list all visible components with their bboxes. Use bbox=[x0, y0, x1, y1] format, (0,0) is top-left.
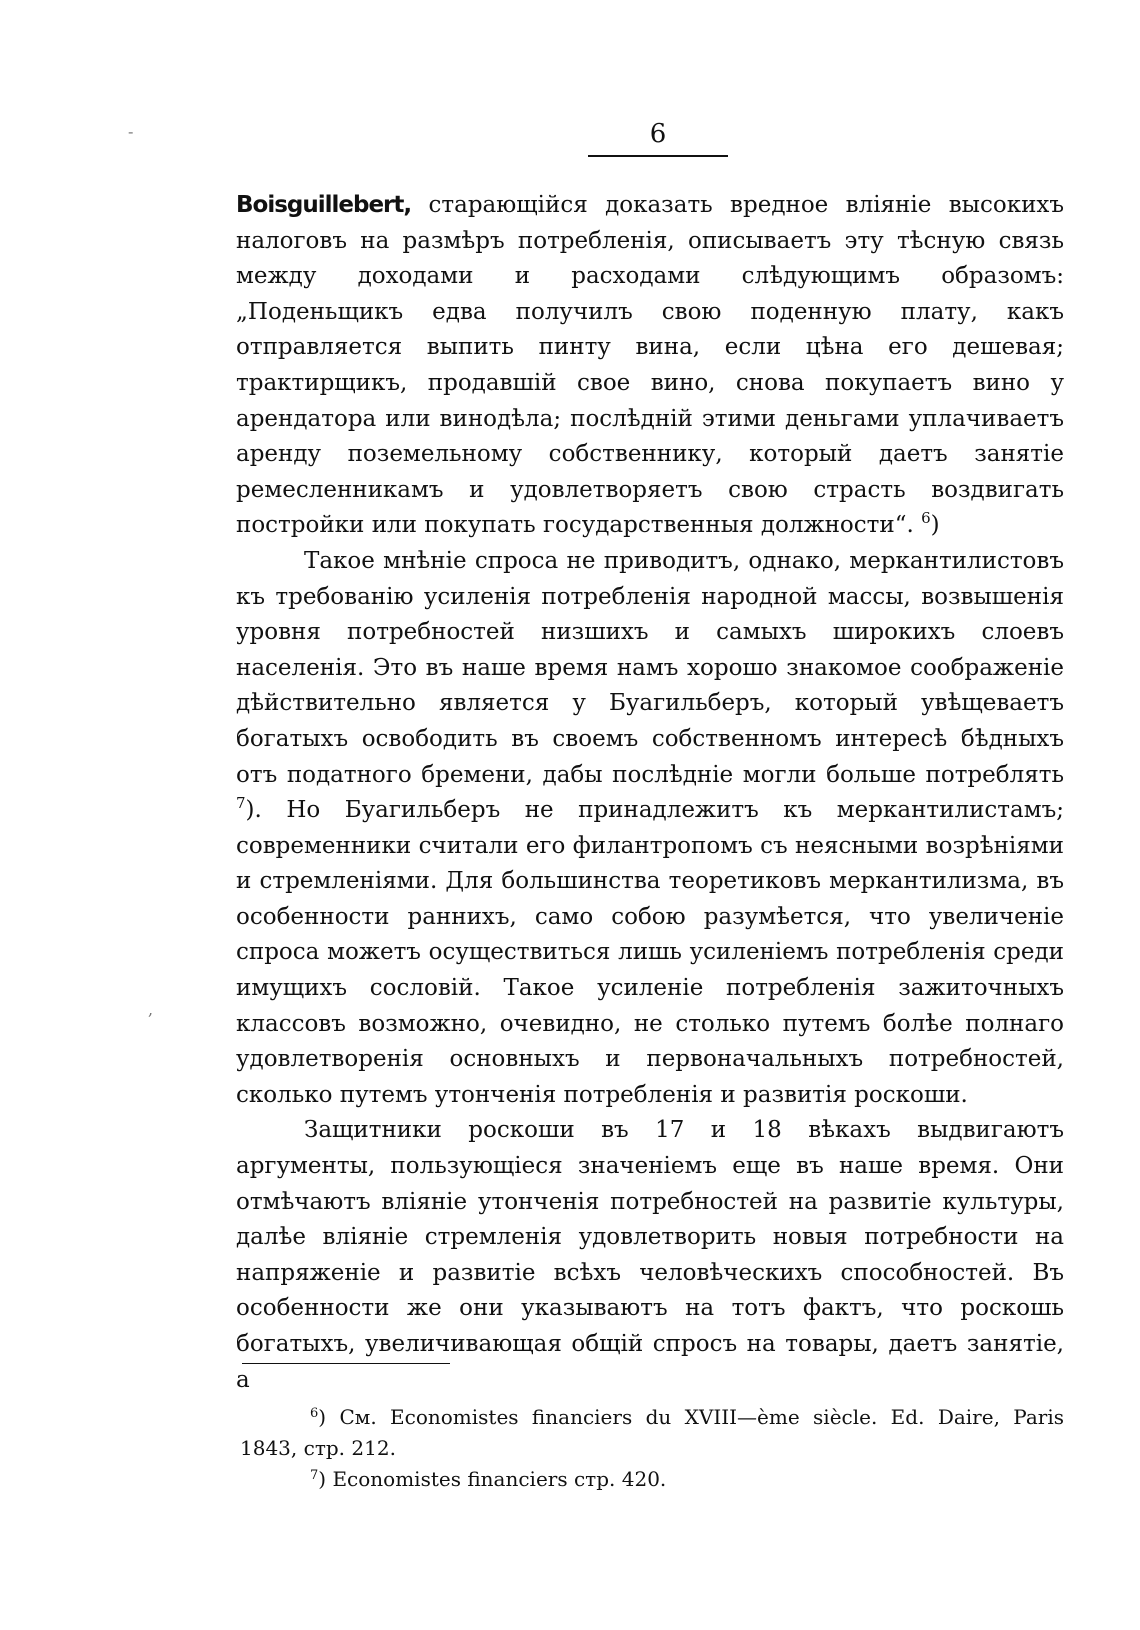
page-number: 6 bbox=[649, 119, 667, 149]
paragraph-2-text-after: ). Но Буагильберъ не принадлежитъ къ меркантилистамъ; современники считали его филантропомъ съ неясными возрѣніями и стремленіями. Для большинства теоретиковъ меркантилизма, въ особенности раннихъ, само собою разумѣется, что увеличеніе спроса можетъ осуществиться лишь усиленіемъ потребленія среди имущихъ сословій. Такое усиленіе потребленія зажиточныхъ классовъ возможно, очевидно, не столько путемъ болѣе полнаго удовлетворенія основныхъ и первоначальныхъ потребностей, сколько путемъ утонченія потребленія и развитія роскоши. bbox=[236, 797, 1064, 1108]
paragraph-2-text: Такое мнѣніе спроса не приводитъ, однако, меркантилистовъ къ требованію усиленія потребленія народной массы, возвышенія уровня потребностей низшихъ и самыхъ широкихъ слоевъ населенія. Это въ наше время намъ хорошо знакомое соображеніе дѣйствительно является у Буагильберъ, который увѣщеваетъ богатыхъ освободить въ своемъ собственномъ интересѣ бѣдныхъ отъ податного бремени, дабы послѣдніе могли больше потреблять bbox=[236, 547, 1064, 788]
footnote-separator bbox=[242, 1363, 450, 1364]
footnote-ref-7: 7 bbox=[236, 794, 246, 813]
footnote-7-text: ) Economistes financiers стр. 420. bbox=[318, 1467, 667, 1491]
footnote-6 bbox=[240, 1402, 1064, 1464]
paragraph-1-text: старающійся доказать вредное вліяніе высокихъ налоговъ на размѣръ потребленія, описываетъ эту тѣсную связь между доходами и расходами слѣдующимъ образомъ: „Поденьщикъ едва получилъ свою поденную плату, какъ отправляется выпить пинту вина, если цѣна его дешевая; трактирщикъ, продавшій свое вино, снова покупаетъ вино у арендатора или винодѣла; послѣдній этими деньгами уплачиваетъ аренду поземельному собственнику, который даетъ занятіе ремесленникамъ и удовлетворяетъ свою страсть воздвигать постройки или покупать государственныя должности“. bbox=[236, 192, 1064, 539]
paragraph-3 bbox=[236, 1113, 1064, 1398]
footnote-6-text: ) См. Economistes financiers du XVIII—ème siècle. Ed. Daire, Paris 1843, стр. 212. bbox=[240, 1405, 1064, 1460]
body-text bbox=[236, 188, 1064, 1398]
footnotes bbox=[240, 1402, 1064, 1495]
footnote-7-number: 7 bbox=[310, 1468, 319, 1483]
paragraph-2 bbox=[236, 544, 1064, 1114]
paragraph-1-text-after: ) bbox=[930, 512, 940, 539]
page-number-rule bbox=[588, 155, 728, 157]
paragraph-3-text: Защитники роскоши въ 17 и 18 вѣкахъ выдвигаютъ аргументы, пользующіеся значеніемъ еще въ наше время. Они отмѣчаютъ вліяніе утонченія потребностей на развитіе культуры, далѣе вліяніе стремленія удовлетворить новыя потребности на напряженіе и развитіе всѣхъ человѣческихъ способностей. Въ особенности же они указываютъ на тотъ фактъ, что роскошь богатыхъ, увеличивающая общій спросъ на товары, даетъ занятіе, а bbox=[236, 1117, 1064, 1393]
footnote-7 bbox=[240, 1464, 1064, 1495]
footnote-6-number: 6 bbox=[310, 1406, 319, 1421]
scan-speck: - bbox=[128, 122, 134, 141]
paragraph-1 bbox=[236, 188, 1064, 544]
author-name: Boisguillebert, bbox=[236, 192, 412, 218]
footnote-ref-6: 6 bbox=[921, 509, 931, 528]
scan-speck: , bbox=[148, 1000, 154, 1019]
